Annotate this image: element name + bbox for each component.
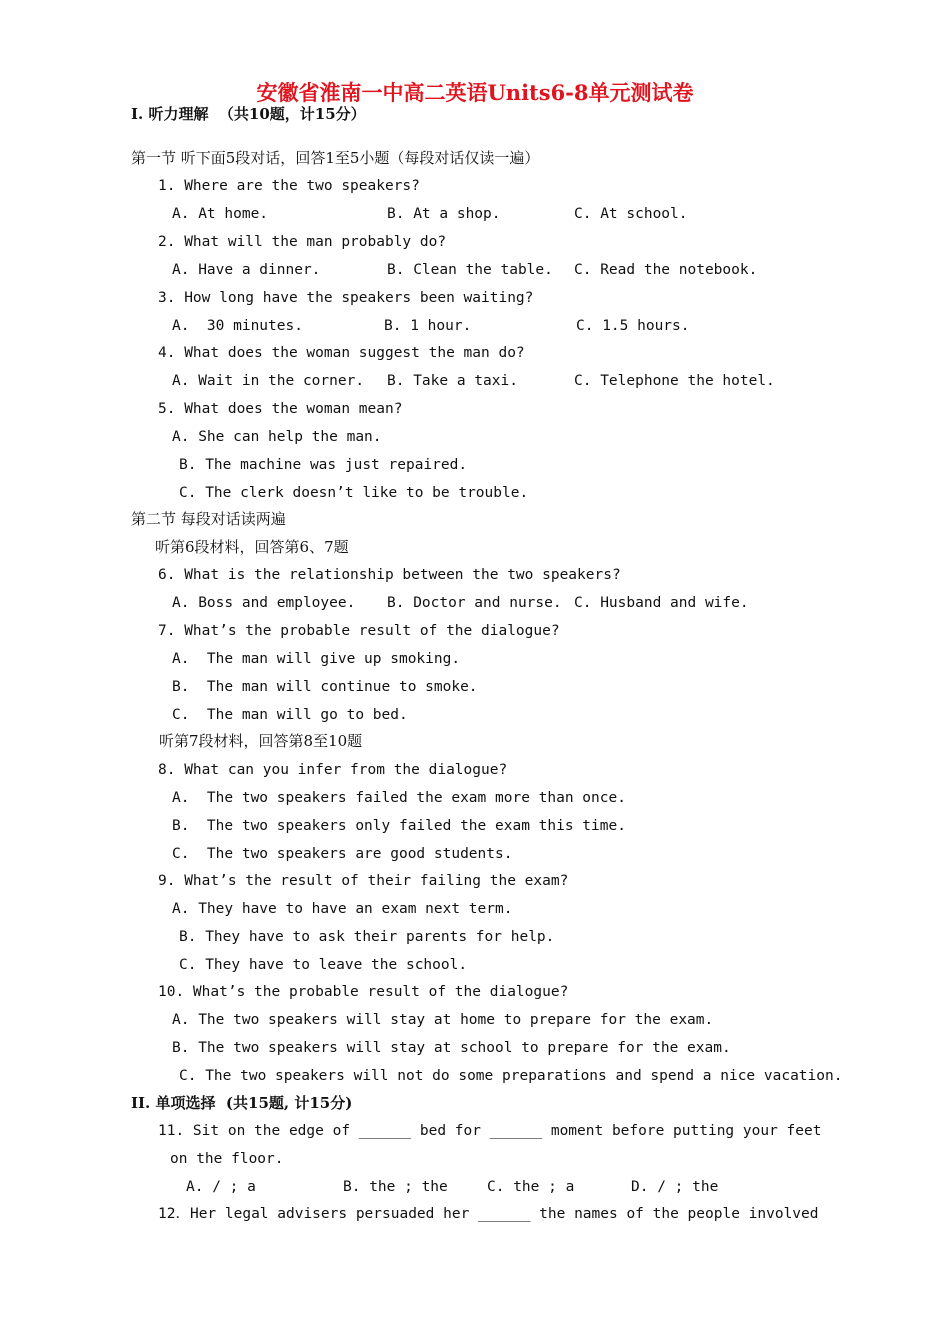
- question-3-option-c: C. 1.5 hours.: [576, 318, 690, 334]
- question-6-option-a: A. Boss and employee.: [172, 595, 356, 611]
- question-8-stem: 8. What can you infer from the dialogue?: [158, 762, 508, 778]
- question-1-stem: 1. Where are the two speakers?: [158, 178, 420, 194]
- question-11-stem-line-1: 11. Sit on the edge of ______ bed for ______ moment before putting your feet: [158, 1123, 822, 1139]
- question-2-stem: 2. What will the man probably do?: [158, 234, 447, 250]
- question-11-option-c: C. the ; a: [487, 1179, 575, 1195]
- question-7-stem: 7. What’s the probable result of the dialogue?: [158, 623, 560, 639]
- question-5-option-a: A. She can help the man.: [172, 429, 382, 445]
- question-8-option-b: B. The two speakers only failed the exam this time.: [172, 818, 626, 834]
- question-5-option-c: C. The clerk doesn’t like to be trouble.: [179, 485, 529, 501]
- question-10-option-a: A. The two speakers will stay at home to prepare for the exam.: [172, 1012, 714, 1028]
- part-2-intro-7: 听第7段材料，回答第8至10题: [159, 732, 363, 750]
- question-11-option-a: A. / ; a: [186, 1179, 256, 1195]
- page-title: 安徽省淮南一中高二英语Units6-8单元测试卷: [256, 80, 694, 105]
- part-2-instruction: 第二节 每段对话读两遍: [131, 510, 286, 528]
- question-10-stem: 10. What’s the probable result of the dialogue?: [158, 984, 569, 1000]
- question-1-option-a: A. At home.: [172, 206, 269, 222]
- question-8-option-a: A. The two speakers failed the exam more than once.: [172, 790, 626, 806]
- question-7-option-a: A. The man will give up smoking.: [172, 651, 461, 667]
- question-6-stem: 6. What is the relationship between the two speakers?: [158, 567, 621, 583]
- question-5-option-b: B. The machine was just repaired.: [179, 457, 468, 473]
- question-5-stem: 5. What does the woman mean?: [158, 401, 403, 417]
- question-4-stem: 4. What does the woman suggest the man do?: [158, 345, 525, 361]
- question-9-option-a: A. They have to have an exam next term.: [172, 901, 513, 917]
- question-3-stem: 3. How long have the speakers been waiting?: [158, 290, 534, 306]
- question-9-option-b: B. They have to ask their parents for help.: [179, 929, 555, 945]
- question-10-option-c: C. The two speakers will not do some preparations and spend a nice vacation.: [179, 1068, 843, 1084]
- question-11-stem-line-2: on the floor.: [170, 1151, 284, 1167]
- question-7-option-c: C. The man will go to bed.: [172, 707, 408, 723]
- question-7-option-b: B. The man will continue to smoke.: [172, 679, 478, 695]
- question-10-option-b: B. The two speakers will stay at school to prepare for the exam.: [172, 1040, 731, 1056]
- question-12-stem-line-1: 12．Her legal advisers persuaded her ______ the names of the people involved: [158, 1206, 819, 1222]
- question-3-option-b: B. 1 hour.: [384, 318, 472, 334]
- question-1-option-c: C. At school.: [574, 206, 688, 222]
- part-2-intro-6: 听第6段材料，回答第6、7题: [155, 538, 349, 556]
- section-2-heading: II. 单项选择 (共15题, 计15分): [131, 1094, 353, 1112]
- question-9-option-c: C. They have to leave the school.: [179, 957, 468, 973]
- question-9-stem: 9. What’s the result of their failing the exam?: [158, 873, 569, 889]
- question-2-option-b: B. Clean the table.: [387, 262, 553, 278]
- question-6-option-b: B. Doctor and nurse.: [387, 595, 562, 611]
- question-11-option-d: D. / ; the: [631, 1179, 719, 1195]
- question-1-option-b: B. At a shop.: [387, 206, 501, 222]
- question-2-option-c: C. Read the notebook.: [574, 262, 758, 278]
- question-2-option-a: A. Have a dinner.: [172, 262, 321, 278]
- section-1-heading: I. 听力理解 （共10题，计15分）: [131, 105, 366, 123]
- question-3-option-a: A. 30 minutes.: [172, 318, 303, 334]
- question-11-option-b: B. the ; the: [343, 1179, 448, 1195]
- part-1-instruction: 第一节 听下面5段对话，回答1至5小题（每段对话仅读一遍）: [131, 149, 540, 167]
- question-6-option-c: C. Husband and wife.: [574, 595, 749, 611]
- question-4-option-b: B. Take a taxi.: [387, 373, 518, 389]
- question-4-option-c: C. Telephone the hotel.: [574, 373, 775, 389]
- question-4-option-a: A. Wait in the corner.: [172, 373, 365, 389]
- question-8-option-c: C. The two speakers are good students.: [172, 846, 513, 862]
